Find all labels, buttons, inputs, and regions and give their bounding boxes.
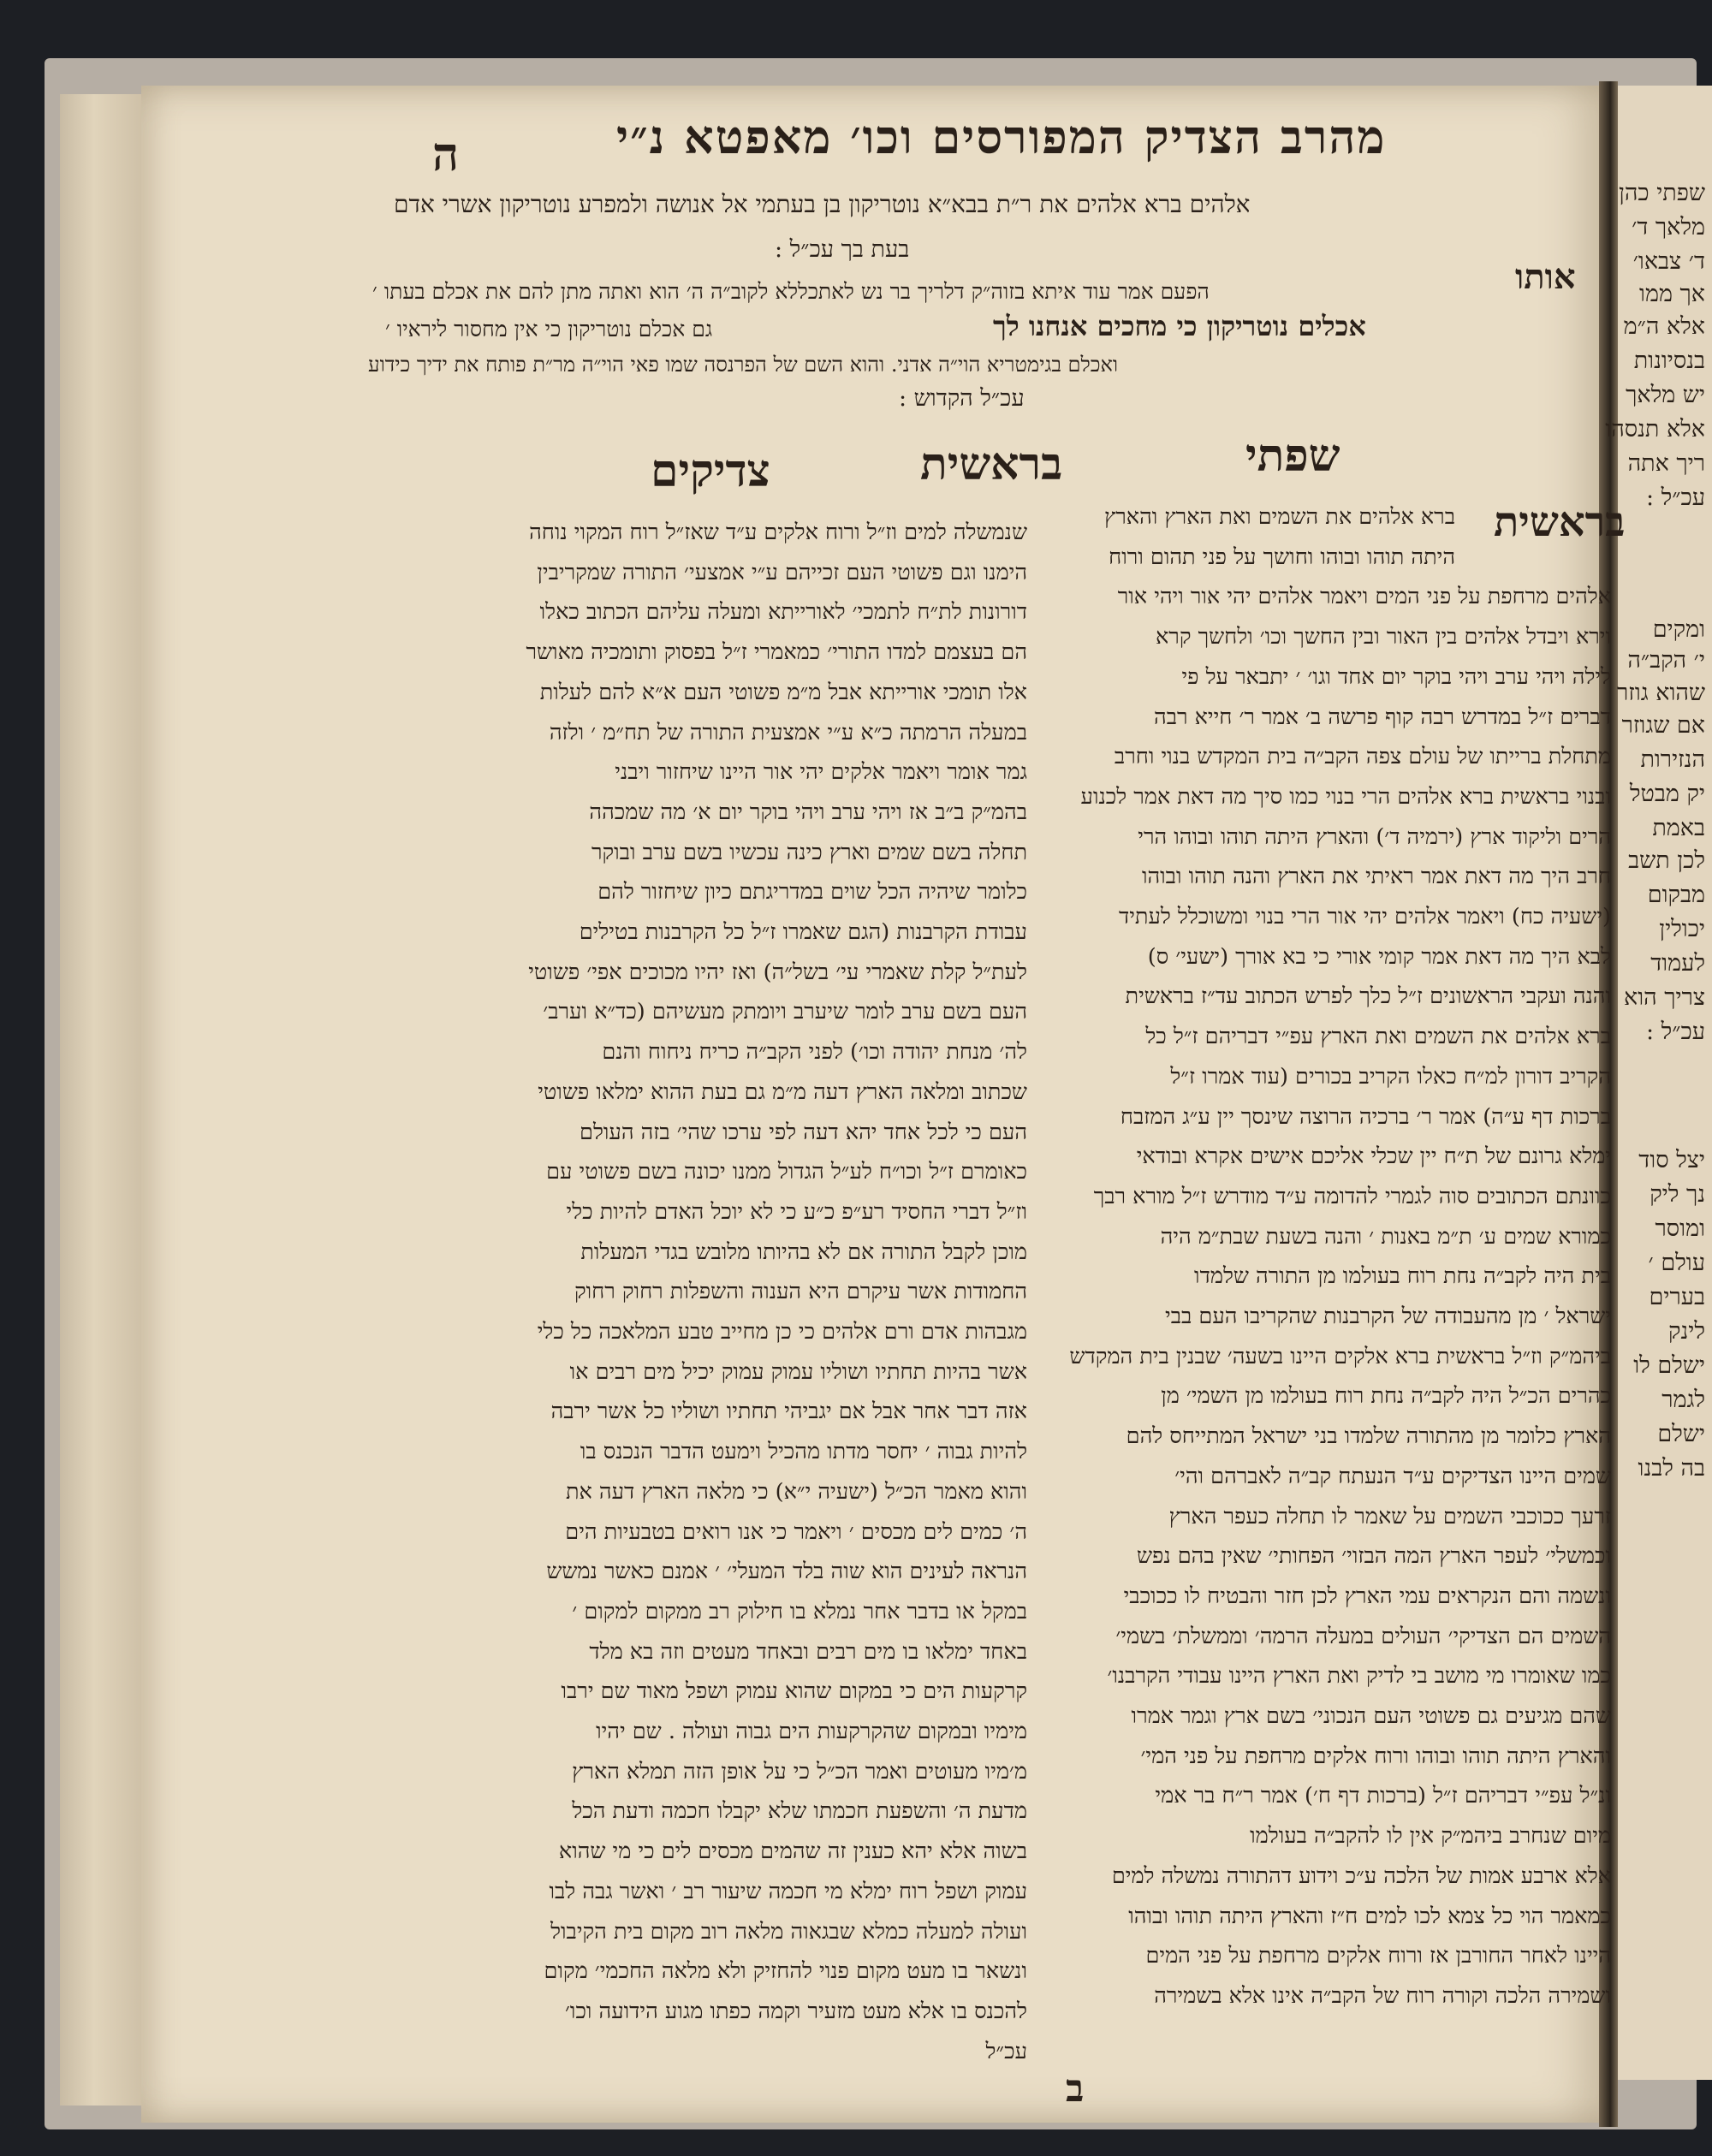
right-page-line: ישלם <box>1657 1421 1705 1447</box>
left-column-line: ועולה למעלה כמלא שבגאוה מלאה רוב מקום בית הקיבול <box>550 1918 1027 1945</box>
section-title-bereishis: בראשית <box>920 438 1063 490</box>
right-page-line: יכולין <box>1659 916 1705 942</box>
left-column-line: עמוק ושפל רוח ימלא מי חכמה שיעור רב ׳ ואשר גבה לבו <box>549 1878 1027 1904</box>
right-page-line: יק מבטל <box>1629 781 1705 807</box>
signature-letter: ב <box>1066 2067 1085 2111</box>
right-column-line: ישראל ׳ מן מהעבודה של הקרבנות שהקריבו העם בבי <box>1165 1304 1611 1329</box>
right-column-line: כהרים הכ״ל היה לקב״ה נחת רוח בעולמו מן השמי׳ מן <box>1161 1383 1611 1410</box>
page-edges <box>60 94 146 2106</box>
right-page-line: אלא ה״מ <box>1623 313 1705 340</box>
left-column-line: במעלה הרמתה כ״א ע״י אמצעית התורה של תח״מ ׳ ולזה <box>549 719 1027 745</box>
intro-line-4: גם אכלם נוטריקון כי אין מחסור ליראיו ׳ <box>385 317 713 342</box>
right-page-line: באמת <box>1652 815 1705 841</box>
left-column-line: מדעת ה׳ והשפעת חכמתו שלא יקבלו חכמה ודעת הכל <box>572 1798 1027 1825</box>
right-column-line: ובנוי בראשית ברא אלהים הרי בנוי כמו סיך מה דאת אמר לכנוע <box>1080 783 1611 810</box>
right-page-line: מלאך ד׳ <box>1632 214 1705 241</box>
right-page-line: לינק <box>1668 1318 1705 1345</box>
left-column-line: מ׳מיו מעוטים ואמר הכ״ל כי על אופן הזה תמלא הארץ <box>572 1758 1027 1785</box>
right-page-line: בה לבנו <box>1638 1455 1705 1482</box>
left-column-line: שכתוב ומלאה הארץ דעה מ״מ גם בעת ההוא ימלאו פשוטי <box>538 1078 1027 1105</box>
right-column-line: ברא אלהים את השמים ואת הארץ עפ״י דבריהם ז״ל כל <box>1145 1024 1611 1050</box>
right-page-line: שפתי כהן <box>1619 180 1705 206</box>
right-column-line: ברכות דף ע״ה) אמר ר׳ ברכיה הרוצה שינסך יין ע״ג המזבח <box>1120 1103 1611 1130</box>
right-page-line: לכן תשב <box>1628 847 1705 874</box>
left-column-line: מימיו ובמקום שהקרקעות הים גבוה ועולה . שם יהיו <box>596 1719 1027 1744</box>
left-column-line: במקל או בדבר אחר נמלא בו חילוק רב ממקום למקום ׳ <box>572 1598 1027 1624</box>
right-page-line: לגמר <box>1661 1387 1705 1413</box>
right-column-line: ונ״ל עפ״י דבריהם ז״ל (ברכות דף ח׳) אמר ר״ח בר אמי <box>1155 1783 1611 1809</box>
section-title-tzadikim: צדיקים <box>651 445 770 497</box>
right-column-line: לבא היך מה דאת אמר קומי אורי כי בא אורך (ישעי׳ ס) <box>1147 943 1611 970</box>
left-column-line: ה׳ כמים לים מכסים ׳ ויאמר כי אנו רואים בטבעיות הים <box>565 1518 1027 1545</box>
right-column-line: כמו שאומרו מי מושב בי לדיק ואת הארץ היינו עבודי הקרבנו׳ <box>1107 1663 1611 1690</box>
right-column-line: והארץ היתה תוהו ובוהו ורוח אלקים מרחפת על פני המי׳ <box>1140 1743 1611 1769</box>
left-column-line: אשר בהיות תחתיו ושוליו עמוק עמוק יכיל מים רבים או <box>569 1358 1027 1385</box>
right-column-line: כמורא שמים ע׳ ת״מ באנות ׳ והנה בשעת שבת״מ היה <box>1160 1223 1611 1250</box>
right-column-line: אלא ארבע אמות של הלכה ע״כ וידוע דהתורה נמשלה למים <box>1111 1862 1611 1889</box>
left-column-line: קרקעות הים כי במקום שהוא עמוק ושפל מאוד שם ירבו <box>561 1678 1027 1705</box>
right-column-line: היתה תוהו ובוהו וחושך על פני תהום ורוח <box>1109 543 1455 570</box>
left-column-line: אזה דבר אחר אבל אם יגביהי תחתיו ושוליו כל אשר ירבה <box>550 1399 1027 1425</box>
right-column-line: השמים הם הצדיקי׳ העולים במעלה הרמה׳ וממשלת׳ בשמי׳ <box>1115 1623 1611 1649</box>
left-column-line: להיות גבוה ׳ יחסר מדתו מהכיל וימעט הדבר הנכנס בו <box>580 1439 1027 1465</box>
left-column-line: הנראה לעינים הוא שוה בלד המעלי׳ ׳ אמנם כאשר נמשש <box>546 1559 1027 1585</box>
right-column-line: שהם מגיעים גם פשוטי העם הנכוני׳ בשם ארץ וגמר אמרו <box>1131 1703 1611 1729</box>
right-page-line: אך ממו <box>1639 281 1705 307</box>
right-page-line: אלא תנסהו <box>1605 416 1705 442</box>
left-column-line: דורונות לת״ח לתמכי׳ לאורייתא ומעלה עליהם הכתוב כאלו <box>539 599 1027 626</box>
right-column-line: וכמשלי׳ לעפר הארץ המה הבזוי׳ הפחותי׳ שאין בהם נפש <box>1136 1543 1611 1570</box>
left-column-line: גמר אומר ויאמר אלקים יהי אור היינו שיחזור ויבני <box>615 759 1027 786</box>
right-page-line: בנסיונות <box>1633 347 1705 374</box>
left-column-line: אלו תומכי אורייתא אבל מ״מ פשוטי העם א״א להם לעלות <box>539 679 1027 705</box>
left-column-line: כלומר שיהיה הכל שוים במדריגתם כיון שיחזור להם <box>597 879 1027 906</box>
right-page-line: יש מלאך <box>1626 382 1705 408</box>
right-column-line: כוונתם הכתובים סוה לגמרי להדומה ע״ד מודרש ז״ל מורא רבך <box>1093 1183 1611 1209</box>
right-page-line: י׳ הקב״ה <box>1627 647 1705 674</box>
left-column-line: עכ״ל <box>985 2038 1027 2064</box>
left-column-line: תחלה בשם שמים וארץ כינה עכשיו בשם ערב ובוקר <box>591 839 1027 865</box>
right-column-line: מיום שנחרב ביהמ״ק אין לו להקב״ה בעולמו <box>1250 1823 1611 1850</box>
right-page-line: לעמוד <box>1650 950 1705 977</box>
right-page-line: יצל סוד <box>1638 1147 1705 1173</box>
right-page-line: ריך אתה <box>1627 450 1705 477</box>
right-page-fragment <box>1605 86 1712 2080</box>
right-column-line: ימלא גרונם של ת״ח יין שכלי אליכם אישים אקרא ובודאי <box>1136 1143 1611 1170</box>
right-column-line: שמים היינו הצדיקים ע״ד הנעתח קב״ה לאברהם והי׳ <box>1174 1463 1611 1489</box>
right-column-line: זרעך ככוכבי השמים על שאמר לו תחלה כעפר הארץ <box>1168 1503 1611 1529</box>
right-page-line: ד׳ צבאו׳ <box>1632 248 1705 275</box>
right-column-line: הרים וליקוד ארץ (ירמיה ד׳) והארץ היתה תוהו ובוהו הרי <box>1138 823 1611 850</box>
left-column-line: בשוה אלא יהא כענין זה שהמים מכסים לים כי מי שהוא <box>558 1838 1027 1865</box>
right-page-line: עכ״ל : <box>1645 1019 1705 1045</box>
right-page-line: אם שגוזר <box>1621 712 1705 739</box>
right-column-line: ביהמ״ק וז״ל בראשית ברא אלקים היינו בשעה׳ שבנין בית המקדש <box>1069 1343 1611 1369</box>
right-page-line: עולם ׳ <box>1648 1250 1705 1276</box>
left-column-line: להכנס בו אלא מעט מזעיר וקמה כפתו מגוע הידועה וכו׳ <box>565 1998 1027 2024</box>
left-column-line: בהמ״ק ב״ב אז ויהי ערב ויהי בוקר יום א׳ מה שמכהה <box>589 799 1027 825</box>
left-column-line: החמודות אשר עיקרם היא הענוה והשפלות רחוק רחוק <box>574 1279 1027 1305</box>
intro-line-4-big: אכלים נוטריקון כי מחכים אנחנו לך <box>993 310 1366 342</box>
right-page-line: צריך הוא <box>1624 984 1705 1011</box>
right-page-line: ישלם לו <box>1633 1352 1705 1379</box>
intro-line-2: בעת בך עכ״ל : <box>775 236 910 263</box>
right-column-line: מתחלת ברייתו של עולם צפה הקב״ה בית המקדש בנוי וחרב <box>1114 744 1611 770</box>
left-column-line: וז״ל דברי החסיד רע״פ כ״ע כי לא יוכל האדם להיות כלי <box>566 1198 1027 1225</box>
left-column-line: כאומרם ז״ל וכו״ח לע״ל הגדול ממנו יכונה בשם פשוטי עם <box>546 1159 1027 1185</box>
right-column-line: ושמירה הלכה וקורה רוח של הקב״ה אינו אלא בשמירה <box>1154 1982 1611 2009</box>
left-column-line: והוא מאמר הכ״ל (ישעיה י״א) כי מלאה הארץ דעה את <box>565 1478 1027 1505</box>
left-column-line: עבודת הקרבנות (הגם שאמרו ז״ל כל הקרבנות בטילים <box>579 919 1027 945</box>
right-column-line: ונשמה והם הנקראים עמי הארץ לכן חזר והבטיח לו ככוכבי <box>1123 1583 1611 1609</box>
left-column-line: שנמשלה למים וז״ל ורוח אלקים ע״ד שאז״ל רוח המקוי נוחה <box>529 520 1027 545</box>
left-column-line: הימנו וגם פשוטי העם זכייהם ע״י אמצעי׳ התורה שמקריבין <box>537 559 1027 585</box>
left-column-line: לעת״ל קלת שאמרי עי׳ בשל״ה) ואז יהיו מכוכים אפי׳ פשוטי <box>528 959 1027 985</box>
right-column-line: בית היה לקב״ה נחת רוח בעולמו מן התורה שלמדו <box>1194 1263 1611 1290</box>
right-column-line: כמאמר הוי כל צמא לכו למים ח״ז והארץ היתה תוהו ובוהו <box>1128 1903 1611 1929</box>
section-title-shifsei: שפתי <box>1245 430 1340 482</box>
right-page-line: ומוסר <box>1655 1215 1705 1242</box>
right-column-line: חרב היך מה דאת אמר ראיתי את הארץ והנה תוהו ובוהו <box>1141 864 1611 890</box>
right-column-line: והנה ועקבי הראשונים ז״ל כלך לפרש הכתוב עד״ז בראשית <box>1125 983 1611 1010</box>
right-page-line: בערים <box>1649 1284 1705 1310</box>
page-title: מהרב הצדיק המפורסים וכו׳ מאפטא נ״י <box>616 110 1387 164</box>
left-column-line: מוכן לקבל התורה אם לא בהיותו מלובש בגדי המעלות <box>580 1238 1027 1265</box>
intro-line-1: אלהים ברא אלהים את ר״ת בבא״א נוטריקון בן בעתמי אל אנושה ולמפרע נוטריקון אשרי אדם <box>394 190 1251 218</box>
right-column-line: הקריב דורון למ״ח כאלו הקריב בכורים (עוד אמרו ז״ל <box>1170 1063 1611 1090</box>
intro-big-word: אותו <box>1515 257 1576 297</box>
intro-line-3: הפעם אמר עוד איתא בזוה״ק דלריך בר נש לאתכללא לקוב״ה ה׳ הוא ואתה מתן להם את אכלם בעתו ׳ <box>372 279 1210 304</box>
right-column-line: לילה ויהי ערב ויהי בוקר יום אחד וגו׳ ׳ יתבאר על פי <box>1181 663 1611 690</box>
left-column-line: לה׳ מנחת יהודה וכו׳) לפני הקב״ה כריח ניחוח והנם <box>602 1039 1027 1066</box>
right-page-line: הנזירות <box>1640 746 1705 773</box>
left-column-line: הם בעצמם למדו התורי׳ כמאמרי ז״ל בפסוק ותומכיה מאושר <box>526 639 1027 666</box>
right-column-line: הארץ כלומר מן מהתורה שלמדו בני ישראל המתייחס להם <box>1126 1423 1611 1450</box>
right-page-line: ומקים <box>1652 616 1705 643</box>
right-column-line: אלהים מרחפת על פני המים ויאמר אלהים יהי אור ויהי אור <box>1117 584 1611 610</box>
intro-line-5: ואכלם בגימטריא הוי״ה אדני. והוא השם של הפרנסה שמו פאי הוי״ה מר״ת פותח את ידיך כידוע <box>368 353 1118 377</box>
right-column-line: וירא ויבדל אלהים בין האור ובין החשך וכו׳ ולחשך קרא <box>1155 624 1611 650</box>
intro-line-6: עכ״ל הקדוש : <box>899 385 1025 412</box>
left-column-line: ונשאר בו מעט מקום פנוי להחזיק ולא מלאה החכמי׳ מקום <box>544 1958 1027 1985</box>
left-column-line: מגבהות אדם ורם אלהים כי כן מחייב טבע המלאכה כל כלי <box>537 1319 1027 1345</box>
left-column-line: העם בשם ערב לומר שיערב ויומתק מעשיהם (כד״א וערב׳ <box>543 999 1027 1025</box>
left-column-line: העם כי לכל אחד יהא דעה לפי ערכו שהי׳ בזה העולם <box>580 1119 1027 1145</box>
right-page-line: מבקום <box>1647 882 1705 908</box>
right-column-line: היינו לאחר החורבן אז ורוח אלקים מרחפת על פני המים <box>1145 1943 1611 1969</box>
right-column-line: דברים ז״ל במדרש רבה קוף פרשה ב׳ אמר ר׳ חייא רבה <box>1154 704 1611 730</box>
left-column-line: באחד ימלאו בו מים רבים ובאחד מעטים וזה בא מלד <box>589 1638 1027 1665</box>
right-page-line: עכ״ל : <box>1645 484 1705 511</box>
right-column-line: (ישעיה כח) ויאמר אלהים יהי אור הרי בנוי ומשוכלל לעתיד <box>1118 904 1611 930</box>
opening-word: בראשית <box>1494 498 1626 546</box>
right-page-line: נך ליק <box>1650 1181 1705 1208</box>
right-column-line: ברא אלהים את השמים ואת הארץ והארץ <box>1103 504 1455 530</box>
right-page-line: שהוא גוזר <box>1617 680 1705 706</box>
page-letter: ה <box>432 127 460 181</box>
